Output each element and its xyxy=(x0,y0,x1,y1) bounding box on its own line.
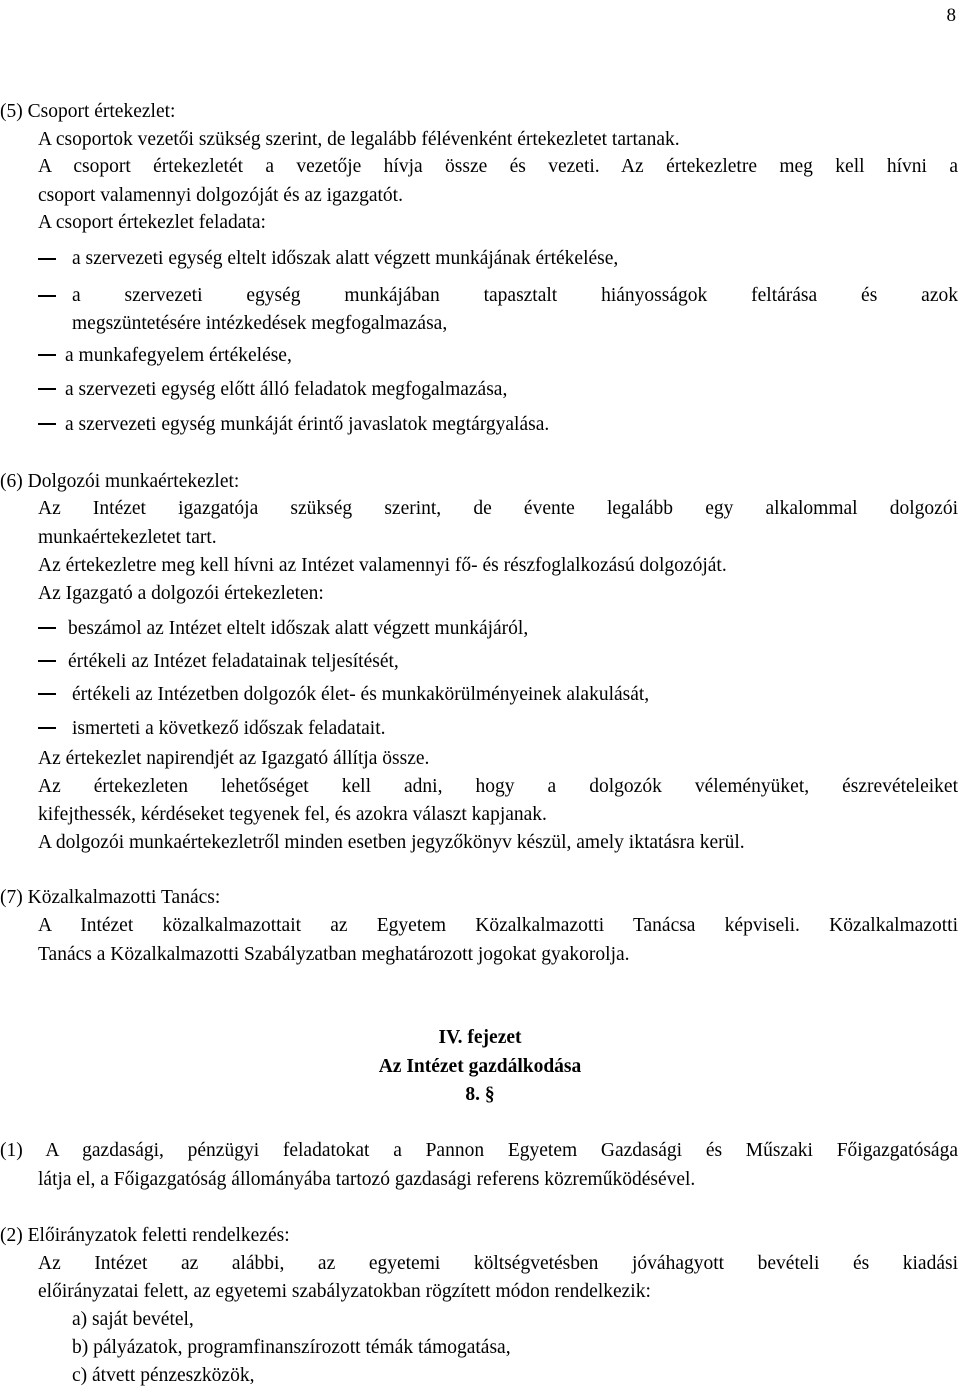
dash-bullet-icon xyxy=(38,660,56,662)
paragraph-1-line: (1) A gazdasági, pénzügyi feladatokat a Pannon Egyetem Gazdasági és Műszaki Főigazgatósága xyxy=(0,1140,958,1161)
list-item: a szervezeti egység előtt álló feladatok megfogalmazása, xyxy=(65,379,508,400)
list-item: a szervezeti egység eltelt időszak alatt végzett munkájának értékelése, xyxy=(72,248,619,269)
section-6-line: Az értekezleten lehetőséget kell adni, hogy a dolgozók véleményüket, észrevételeiket xyxy=(38,776,958,797)
section-5-line: A csoportok vezetői szükség szerint, de legalább félévenként értekezletet tartanak. xyxy=(38,129,680,150)
section-6-line: A dolgozói munkaértekezletről minden esetben jegyzőkönyv készül, amely iktatásra kerül. xyxy=(38,832,745,853)
section-number: 8. § xyxy=(465,1084,495,1105)
dash-bullet-icon xyxy=(38,388,56,390)
section-5-line: A csoport értekezletét a vezetője hívja össze és vezeti. Az értekezletre meg kell hívni a xyxy=(38,156,958,177)
section-6-line: Az Intézet igazgatója szükség szerint, de évente legalább egy alkalommal dolgozói xyxy=(38,498,958,519)
list-item: ismerteti a következő időszak feladatait. xyxy=(72,718,386,739)
section-5-line: A csoport értekezlet feladata: xyxy=(38,212,266,233)
section-7-line: A Intézet közalkalmazottait az Egyetem Közalkalmazotti Tanácsa képviseli. Közalkalmazotti xyxy=(38,915,958,936)
dash-bullet-icon xyxy=(38,423,56,425)
dash-bullet-icon xyxy=(38,727,56,729)
paragraph-2-line: Az Intézet az alábbi, az egyetemi költségvetésben jóváhagyott bevételi és kiadási xyxy=(38,1253,958,1274)
dash-bullet-icon xyxy=(38,627,56,629)
list-item: a szervezeti egység munkáját érintő javaslatok megtárgyalása. xyxy=(65,414,550,435)
section-6-line: Az értekezletre meg kell hívni az Intézet valamennyi fő- és részfoglalkozású dolgozóját. xyxy=(38,555,727,576)
section-6-heading: (6) Dolgozói munkaértekezlet: xyxy=(0,471,240,492)
list-item: értékeli az Intézet feladatainak teljesítését, xyxy=(68,651,399,672)
paragraph-2-line: előirányzatai felett, az egyetemi szabályzatokban rögzített módon rendelkezik: xyxy=(38,1281,651,1302)
section-5-line: csoport valamennyi dolgozóját és az igazgatót. xyxy=(38,185,403,206)
section-7-line: Tanács a Közalkalmazotti Szabályzatban meghatározott jogokat gyakorolja. xyxy=(38,944,630,965)
dash-bullet-icon xyxy=(38,295,56,297)
section-5-heading: (5) Csoport értekezlet: xyxy=(0,101,176,122)
list-item: értékeli az Intézetben dolgozók élet- és munkakörülményeinek alakulását, xyxy=(72,684,650,705)
list-item: a munkafegyelem értékelése, xyxy=(65,345,292,366)
list-item-a: a) saját bevétel, xyxy=(72,1309,194,1330)
paragraph-1-line: látja el, a Főigazgatóság állományába tartozó gazdasági referens közreműködésével. xyxy=(38,1169,696,1190)
page-number: 8 xyxy=(946,5,956,26)
section-6-line: Az Igazgató a dolgozói értekezleten: xyxy=(38,583,324,604)
dash-bullet-icon xyxy=(38,693,56,695)
chapter-number: IV. fejezet xyxy=(438,1027,522,1048)
section-6-line: Az értekezlet napirendjét az Igazgató állítja össze. xyxy=(38,748,430,769)
chapter-title: Az Intézet gazdálkodása xyxy=(378,1056,582,1077)
list-item-c: c) átvett pénzeszközök, xyxy=(72,1365,255,1386)
section-6-line: munkaértekezletet tart. xyxy=(38,527,217,548)
section-7-heading: (7) Közalkalmazotti Tanács: xyxy=(0,887,221,908)
list-item-b: b) pályázatok, programfinanszírozott témák támogatása, xyxy=(72,1337,511,1358)
dash-bullet-icon xyxy=(38,258,56,260)
paragraph-2-heading: (2) Előirányzatok feletti rendelkezés: xyxy=(0,1225,290,1246)
list-item-continuation: megszüntetésére intézkedések megfogalmazása, xyxy=(72,313,448,334)
list-item: beszámol az Intézet eltelt időszak alatt végzett munkájáról, xyxy=(68,618,529,639)
list-item: a szervezeti egység munkájában tapasztalt hiányosságok feltárása és azok xyxy=(72,285,958,306)
section-6-line: kifejthessék, kérdéseket tegyenek fel, és azokra választ kapjanak. xyxy=(38,804,547,825)
dash-bullet-icon xyxy=(38,354,56,356)
